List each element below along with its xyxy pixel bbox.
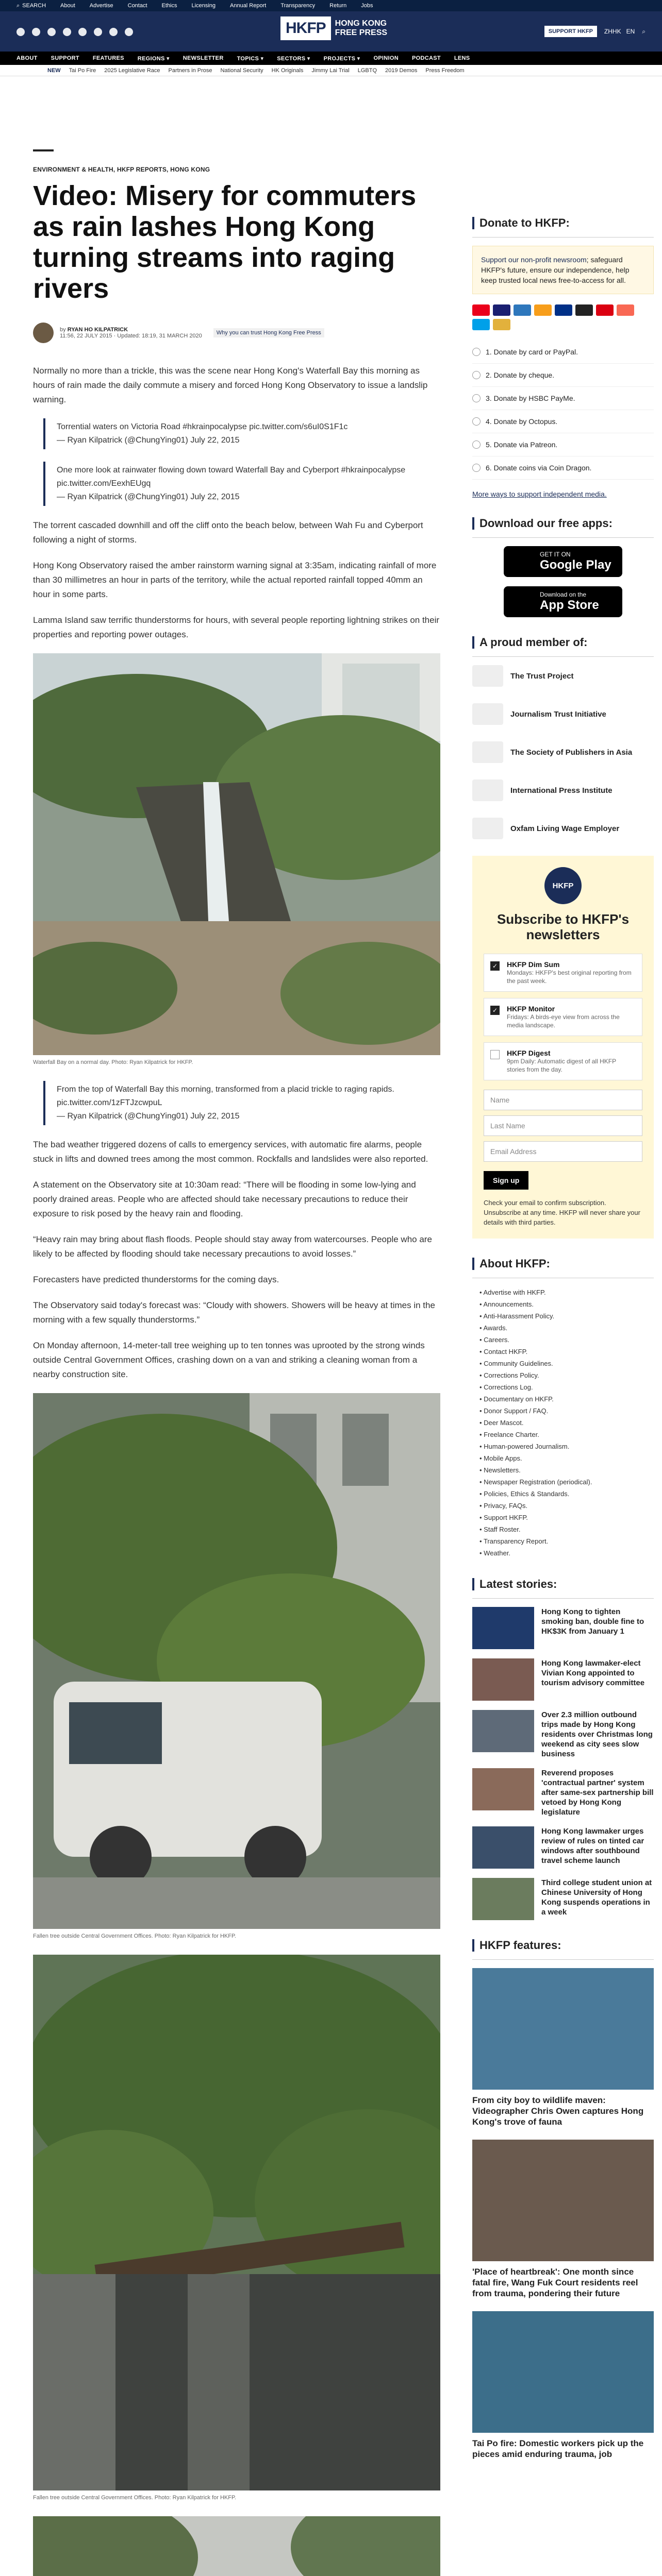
topbar-link-annual-report[interactable]: Annual Report <box>230 3 267 9</box>
menu-projects[interactable]: PROJECTS ▾ <box>323 55 360 62</box>
logo-mark: HKFP <box>280 16 331 40</box>
about-link[interactable]: • Support HKFP. <box>479 1512 654 1523</box>
menu-lens[interactable]: LENS <box>454 55 470 61</box>
about-heading: About HKFP: <box>472 1257 654 1278</box>
donate-option[interactable]: 1. Donate by card or PayPal. <box>472 341 654 364</box>
appstore-small: Download on the <box>540 591 587 598</box>
paypal-icon <box>555 304 572 316</box>
trending-link[interactable]: LGBTQ <box>357 67 377 74</box>
social-links <box>16 28 133 36</box>
app-store-badge[interactable] <box>504 586 622 617</box>
title-rule <box>33 149 54 151</box>
about-link[interactable]: • Corrections Policy. <box>479 1369 654 1381</box>
member-name: The Trust Project <box>510 671 574 681</box>
about-link[interactable]: • Contact HKFP. <box>479 1346 654 1358</box>
trending-link[interactable]: Press Freedom <box>425 67 465 74</box>
story-title: Third college student union at Chinese University of Hong Kong suspends operations in a week <box>541 1878 652 1917</box>
story-thumbnail <box>472 1768 534 1810</box>
about-link[interactable]: • Deer Mascot. <box>479 1417 654 1429</box>
member-heading: A proud member of: <box>472 636 654 657</box>
visa-icon <box>493 304 510 316</box>
topbar-link-contact[interactable]: Contact <box>127 3 147 9</box>
about-link[interactable]: • Documentary on HKFP. <box>479 1393 654 1405</box>
member-name: Oxfam Living Wage Employer <box>510 824 620 833</box>
option-name: HKFP Monitor <box>507 1005 555 1013</box>
menu-podcast[interactable]: PODCAST <box>412 55 441 61</box>
about-link[interactable]: • Transparency Report. <box>479 1535 654 1547</box>
story-title: Reverend proposes 'contractual partner' system after same-sex partnership bill vetoed by Hong Kong legislature <box>541 1769 654 1817</box>
photo-caption: Fallen tree outside Central Government Offices. Photo: Ryan Kilpatrick for HKFP. <box>33 2495 236 2501</box>
more-ways-link[interactable]: More ways to support independent media. <box>472 490 607 498</box>
oxfam-logo <box>472 818 503 839</box>
discover-icon <box>534 304 552 316</box>
trust-link[interactable]: Why you can trust Hong Kong Free Press <box>213 328 324 337</box>
about-link[interactable]: • Awards. <box>479 1322 654 1334</box>
sopa-logo <box>472 741 503 763</box>
author-name[interactable]: RYAN HO KILPATRICK <box>67 327 128 333</box>
tweet-author[interactable]: — Ryan Kilpatrick (@ChungYing01) July 22, 2015 <box>57 436 240 445</box>
member-name: International Press Institute <box>510 786 613 795</box>
new-label: NEW <box>47 67 61 74</box>
story-thumbnail <box>472 1607 534 1649</box>
member-org[interactable] <box>472 779 654 801</box>
donate-options <box>472 341 654 480</box>
feature-image[interactable] <box>472 2140 654 2261</box>
about-link[interactable]: • Donor Support / FAQ. <box>479 1405 654 1417</box>
apps-heading: Download our free apps: <box>472 517 654 538</box>
about-link[interactable]: • Newsletters. <box>479 1464 654 1476</box>
tweet-author[interactable]: — Ryan Kilpatrick (@ChungYing01) July 22, 2015 <box>57 1112 240 1121</box>
about-link[interactable]: • Careers. <box>479 1334 654 1346</box>
signup-button[interactable]: Sign up <box>484 1171 528 1190</box>
mastercard-icon <box>472 304 490 316</box>
photo-caption: Fallen tree outside Central Government Offices. Photo: Ryan Kilpatrick for HKFP. <box>33 1933 236 1939</box>
paragraph: Forecasters have predicted thunderstorms for the coming days. <box>33 1275 279 1284</box>
donate-intro-text: ; safeguard HKFP's future, ensure our independence, help keep trusted local news free-to-access for all. <box>481 256 630 284</box>
lang-zh[interactable]: ZHHK <box>604 28 621 35</box>
search-link[interactable]: ⌕ SEARCH <box>16 2 46 9</box>
site-header <box>0 11 662 52</box>
article-title: Video: Misery for commuters as rain lashes Hong Kong turning streams into raging rivers <box>33 180 417 304</box>
embedded-tweet <box>43 1081 440 1125</box>
latest-heading: Latest stories: <box>472 1578 654 1599</box>
government-offices-illustration <box>33 2516 440 2576</box>
author-avatar <box>33 323 54 343</box>
appstore-label: App Store <box>540 598 599 612</box>
latest-story[interactable] <box>472 1768 654 1817</box>
about-link[interactable]: • Weather. <box>479 1547 654 1559</box>
trending-link[interactable]: 2025 Legislative Race <box>104 67 160 74</box>
latest-story[interactable] <box>472 1710 654 1759</box>
article-dates: 11:56, 22 JULY 2015 · Updated: 18:19, 31 MARCH 2020 <box>60 333 202 339</box>
story-title: Hong Kong lawmaker-elect Vivian Kong appointed to tourism advisory committee <box>541 1659 645 1687</box>
linkedin-icon[interactable] <box>94 28 102 36</box>
feature-image[interactable] <box>472 2311 654 2433</box>
header-actions <box>544 26 646 37</box>
google-play-badge[interactable] <box>504 546 622 577</box>
telegram-icon[interactable] <box>109 28 118 36</box>
search-icon: ⌕ <box>16 2 20 9</box>
instagram-icon[interactable] <box>47 28 56 36</box>
email-input[interactable]: Email Address <box>484 1141 642 1162</box>
search-icon[interactable]: ⌕ <box>642 27 646 35</box>
paragraph: On Monday afternoon, 14-meter-tall tree weighing up to ten tonnes was uprooted by the strong winds outside Central Government Offices, crashing down on a van and striking a cleaning woman from a nearby construction site. <box>33 1341 425 1379</box>
embedded-tweet <box>43 462 440 506</box>
menu-features[interactable]: FEATURES <box>92 55 124 61</box>
features-heading: HKFP features: <box>472 1939 654 1960</box>
about-link[interactable]: • Staff Roster. <box>479 1523 654 1535</box>
government-offices-photo <box>33 2516 440 2576</box>
about-link[interactable]: • Policies, Ethics & Standards. <box>479 1488 654 1500</box>
patreon-icon <box>617 304 634 316</box>
trending-link[interactable]: Jimmy Lai Trial <box>311 67 350 74</box>
about-link[interactable]: • Mobile Apps. <box>479 1452 654 1464</box>
coin-icon <box>493 319 510 330</box>
menu-about[interactable]: ABOUT <box>16 55 38 61</box>
story-thumbnail <box>472 1826 534 1869</box>
topbar-link-about[interactable]: About <box>60 3 75 9</box>
facebook-icon[interactable] <box>16 28 25 36</box>
feature-title[interactable]: Tai Po fire: Domestic workers pick up the pieces amid enduring trauma, job <box>472 2438 644 2459</box>
about-link[interactable]: • Privacy, FAQs. <box>479 1500 654 1512</box>
menu-regions[interactable]: REGIONS ▾ <box>137 55 170 62</box>
trust-project-logo <box>472 665 503 687</box>
story-thumbnail <box>472 1878 534 1920</box>
article <box>33 149 440 2576</box>
trending-link[interactable]: HK Originals <box>271 67 304 74</box>
story-title: Hong Kong lawmaker urges review of rules on tinted car windows after southbound travel scheme launch <box>541 1827 644 1865</box>
octopus-icon <box>472 319 490 330</box>
author-prefix: by <box>60 327 66 333</box>
threads-icon[interactable] <box>63 28 71 36</box>
ipi-logo <box>472 779 503 801</box>
tweet-author[interactable]: — Ryan Kilpatrick (@ChungYing01) July 22, 2015 <box>57 493 240 501</box>
fallen-tree-van-illustration <box>33 1393 440 1929</box>
lang-en[interactable]: EN <box>626 28 635 35</box>
logo-text <box>335 19 387 38</box>
byline <box>33 323 440 343</box>
about-link[interactable]: • Announcements. <box>479 1298 654 1310</box>
menu-newsletter[interactable]: NEWSLETTER <box>183 55 224 61</box>
newsletter-option[interactable] <box>484 954 642 992</box>
waterfall-bay-photo <box>33 653 440 1055</box>
donate-option[interactable]: 6. Donate coins via Coin Dragon. <box>472 456 654 480</box>
about-link[interactable]: • Advertise with HKFP. <box>479 1286 654 1298</box>
latest-story[interactable] <box>472 1826 654 1869</box>
waterfall-illustration <box>33 653 440 1055</box>
logo-line-2: FREE PRESS <box>335 28 388 37</box>
option-desc: Mondays: HKFP's best original reporting from the past week. <box>507 969 632 985</box>
jti-logo <box>472 703 503 725</box>
topbar-link-advertise[interactable]: Advertise <box>89 3 113 9</box>
tweet-text: One more look at rainwater flowing down toward Waterfall Bay and Cyberport #hkrainpocalypse pic.twitter.com/EexhEUgq <box>57 466 406 488</box>
youtube-icon[interactable] <box>78 28 87 36</box>
fallen-tree-van-photo <box>33 1393 440 1929</box>
latest-story[interactable] <box>472 1607 654 1649</box>
checkbox[interactable]: ✓ <box>490 1006 500 1015</box>
option-name: HKFP Digest <box>507 1049 551 1057</box>
donate-intro-link[interactable]: Support our non-profit newsroom <box>481 256 587 264</box>
article-category[interactable]: ENVIRONMENT & HEALTH, HKFP REPORTS, HONG KONG <box>33 166 210 173</box>
newsletter-badge: HKFP <box>544 867 582 904</box>
topbar-link-ethics[interactable]: Ethics <box>161 3 177 9</box>
option-desc: 9pm Daily: Automatic digest of all HKFP stories from the day. <box>507 1058 616 1073</box>
trending-link[interactable]: Partners in Prose <box>168 67 212 74</box>
feature-title[interactable]: From city boy to wildlife maven: Videographer Chris Owen captures Hong Kong's trove of fauna <box>472 2095 644 2127</box>
topbar-link-transparency[interactable]: Transparency <box>280 3 316 9</box>
story-thumbnail <box>472 1658 534 1701</box>
paragraph: Normally no more than a trickle, this was the scene near Hong Kong's Waterfall Bay this morning as hours of rain made the daily commute a misery and forced Hong Kong Observatory to issue a landslip warning. <box>33 366 428 404</box>
paragraph: The torrent cascaded downhill and off the cliff onto the beach below, between Wah Fu and Cyberport following a night of storms. <box>33 520 423 545</box>
applepay-icon <box>575 304 593 316</box>
menu-topics[interactable]: TOPICS ▾ <box>237 55 264 62</box>
topbar-link-jobs[interactable]: Jobs <box>361 3 373 9</box>
member-org[interactable] <box>472 703 654 725</box>
top-utility-bar <box>0 0 662 11</box>
tweet-text: From the top of Waterfall Bay this morning, transformed from a placid trickle to raging rapids. pic.twitter.com/1zFTJzcwpuL <box>57 1085 394 1107</box>
sidebar <box>472 216 654 2472</box>
support-hkfp-button[interactable]: SUPPORT HKFP <box>544 26 597 37</box>
language-switcher <box>604 28 635 35</box>
newsletter-signup <box>472 856 654 1239</box>
newsletter-title: Subscribe to HKFP's newsletters <box>496 911 630 942</box>
about-link[interactable]: • Newspaper Registration (periodical). <box>479 1476 654 1488</box>
trending-link[interactable]: National Security <box>220 67 263 74</box>
member-name: Journalism Trust Initiative <box>510 709 606 719</box>
paragraph: The Observatory said today's forecast was: “Cloudy with showers. Showers will be heavy at times in the morning with a few squally thunderstorms.” <box>33 1300 435 1325</box>
amex-icon <box>514 304 531 316</box>
site-logo[interactable] <box>280 16 387 40</box>
main-menu <box>0 52 662 65</box>
feature-title[interactable]: 'Place of heartbreak': One month since fatal fire, Wang Fuk Court residents reel from trauma, pondering their future <box>472 2267 638 2298</box>
payment-icons <box>472 304 654 330</box>
tweet-text: Torrential waters on Victoria Road #hkrainpocalypse pic.twitter.com/s6uI0S1F1c <box>57 422 348 431</box>
menu-sectors[interactable]: SECTORS ▾ <box>277 55 310 62</box>
option-desc: Fridays: A birds-eye view from across the media landscape. <box>507 1013 620 1029</box>
donate-option[interactable]: 5. Donate via Patreon. <box>472 433 654 456</box>
newsletter-note: Check your email to confirm subscription. Unsubscribe at any time. HKFP will never share your details with third parties. <box>484 1199 640 1226</box>
gplay-small: GET IT ON <box>540 551 571 558</box>
newsletter-option[interactable] <box>484 1042 642 1080</box>
paragraph: A statement on the Observatory site at 10:30am read: “There will be flooding in some low-lying and poorly drained areas. People who are affected should take necessary precautions to reduce their exposure to risk posed by the heavy rain and flooding. <box>33 1180 416 1218</box>
about-link[interactable]: • Community Guidelines. <box>479 1358 654 1369</box>
trending-bar <box>0 65 662 76</box>
about-links <box>472 1286 654 1559</box>
story-thumbnail <box>472 1710 534 1752</box>
option-name: HKFP Dim Sum <box>507 960 560 969</box>
photo-caption: Waterfall Bay on a normal day. Photo: Ryan Kilpatrick for HKFP. <box>33 1059 193 1065</box>
donate-option[interactable]: 4. Donate by Octopus. <box>472 410 654 433</box>
about-link[interactable]: • Anti-Harassment Policy. <box>479 1310 654 1322</box>
paragraph: “Heavy rain may bring about flash floods. People should stay away from watercourses. People who are likely to be affected by flooding should take necessary precautions to avoid losses.” <box>33 1234 432 1259</box>
paragraph: Hong Kong Observatory raised the amber rainstorm warning signal at 3:35am, indicating rainfall of more than 30 millimetres an hour in parts of the territory, while the actual reported rainfall topped 40mm an hour in some parts. <box>33 561 437 599</box>
story-title: Hong Kong to tighten smoking ban, double fine to HK$3K from January 1 <box>541 1607 644 1636</box>
gplay-label: Google Play <box>540 558 611 572</box>
latest-story[interactable] <box>472 1658 654 1701</box>
checkbox[interactable] <box>490 1050 500 1059</box>
x-icon[interactable] <box>32 28 40 36</box>
trending-link[interactable]: 2019 Demos <box>385 67 418 74</box>
donate-option[interactable]: 2. Donate by cheque. <box>472 364 654 387</box>
member-org[interactable] <box>472 818 654 839</box>
latest-story[interactable] <box>472 1878 654 1920</box>
fallen-tree-road-photo <box>33 1955 440 2490</box>
rss-icon[interactable] <box>125 28 133 36</box>
checkbox[interactable]: ✓ <box>490 961 500 971</box>
paragraph: The bad weather triggered dozens of calls to emergency services, with automatic fire alarms, people stuck in lifts and downed trees among the most common. Rockfalls and landslides were also reported. <box>33 1140 428 1164</box>
feature-image[interactable] <box>472 1968 654 2090</box>
trending-link[interactable]: Tai Po Fire <box>69 67 96 74</box>
member-name: The Society of Publishers in Asia <box>510 748 633 757</box>
menu-opinion[interactable]: OPINION <box>373 55 399 61</box>
paragraph: Lamma Island saw terrific thunderstorms for hours, with several people reporting lightning strikes on their properties and reporting power outages. <box>33 615 440 639</box>
name-input[interactable]: Name <box>484 1090 642 1110</box>
hsbc-icon <box>596 304 614 316</box>
about-link[interactable]: • Corrections Log. <box>479 1381 654 1393</box>
about-link[interactable]: • Freelance Charter. <box>479 1429 654 1440</box>
menu-support[interactable]: SUPPORT <box>51 55 79 61</box>
topbar-link-return[interactable]: Return <box>329 3 347 9</box>
topbar-link-licensing[interactable]: Licensing <box>191 3 216 9</box>
donate-intro <box>472 246 654 294</box>
story-title: Over 2.3 million outbound trips made by Hong Kong residents over Christmas long weekend as city sees slow business <box>541 1710 653 1758</box>
donate-heading: Donate to HKFP: <box>472 216 654 238</box>
fallen-tree-road-illustration <box>33 1955 440 2490</box>
newsletter-option[interactable] <box>484 998 642 1036</box>
member-org[interactable] <box>472 665 654 687</box>
embedded-tweet <box>43 418 440 449</box>
donate-option[interactable]: 3. Donate by HSBC PayMe. <box>472 387 654 410</box>
about-link[interactable]: • Human-powered Journalism. <box>479 1440 654 1452</box>
last-name-input[interactable]: Last Name <box>484 1115 642 1136</box>
member-org[interactable] <box>472 741 654 763</box>
logo-line-1: HONG KONG <box>335 19 387 28</box>
